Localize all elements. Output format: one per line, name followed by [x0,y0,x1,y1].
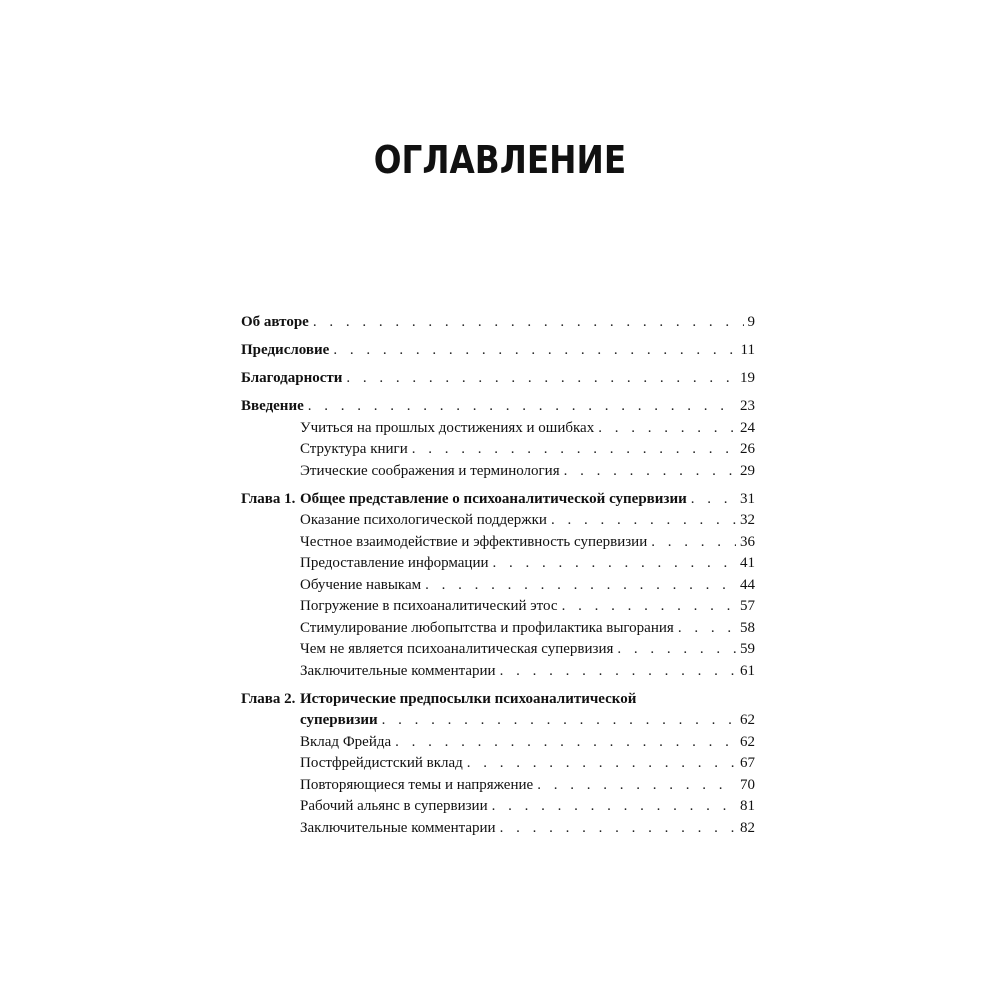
toc-page-number: 70 [740,776,755,793]
dot-leader [551,510,736,532]
toc-entry-label: Рабочий альянс в супервизии [300,798,488,814]
toc-entry-label: Обучение навыкам [300,576,422,593]
toc-chapter-2-continuation[interactable] [241,710,755,732]
dot-leader [467,753,736,775]
dot-leader [651,532,736,554]
toc-subentry[interactable] [241,818,755,840]
dot-leader [425,575,736,597]
toc-entry-label: Постфрейдистский вклад [300,755,463,771]
dot-leader [617,639,736,661]
toc-page-number: 24 [740,419,755,436]
toc-entry-about-author[interactable] [241,312,755,334]
toc-subentry[interactable] [241,618,755,640]
toc-subentry[interactable] [241,461,755,483]
toc-entry-label: Заключительные комментарии [300,662,496,679]
toc-subentry[interactable] [241,510,755,532]
chapter-number: Глава 1. [241,490,296,507]
toc-subentry[interactable] [241,775,755,797]
toc-entry-label: Введение [241,398,304,414]
toc-page-number: 41 [740,555,755,571]
dot-leader [678,618,736,640]
chapter-title: Исторические предпосылки психоаналитической [300,690,637,707]
dot-leader [691,489,736,511]
toc-subentry[interactable] [241,575,755,597]
dot-leader [537,775,736,797]
dot-leader [564,461,736,483]
toc-entry-foreword[interactable] [241,340,755,362]
toc-page-number: 57 [740,598,755,614]
dot-leader [333,340,736,362]
toc-page-number: 67 [740,755,755,771]
dot-leader [382,710,736,732]
toc-page-number: 11 [740,342,755,358]
toc-entry-introduction[interactable] [241,396,755,418]
table-of-contents [241,312,755,839]
toc-entry-label: Честное взаимодействие и эффективность супервизии [300,533,648,550]
dot-leader [313,312,744,334]
toc-subentry[interactable] [241,732,755,754]
dot-leader [500,818,736,840]
toc-subentry[interactable] [241,439,755,461]
toc-page-number: 32 [740,512,755,528]
toc-subentry[interactable] [241,661,755,683]
toc-entry-label: Об авторе [241,314,309,330]
toc-page-number: 82 [740,819,755,836]
toc-page-number: 81 [740,798,755,814]
toc-chapter-1[interactable] [241,489,755,511]
dot-leader [412,439,736,461]
dot-leader [308,396,736,418]
dot-leader [493,553,736,575]
toc-entry-label: Учиться на прошлых достижениях и ошибках [300,419,595,436]
dot-leader [346,368,736,390]
toc-page-number: 31 [740,490,755,507]
toc-entry-label: Структура книги [300,441,408,457]
toc-entry-label: Предисловие [241,342,330,358]
toc-entry-label: Вклад Фрейда [300,733,392,750]
toc-entry-label: Заключительные комментарии [300,819,496,836]
toc-subentry[interactable] [241,639,755,661]
toc-subentry[interactable] [241,796,755,818]
toc-entry-label: Погружение в психоаналитический этос [300,598,558,614]
toc-entry-acknowledgements[interactable] [241,368,755,390]
toc-page-number: 36 [740,533,755,550]
toc-page-number: 44 [740,576,755,593]
toc-entry-label: Стимулирование любопытства и профилактика выгорания [300,619,674,636]
toc-subentry[interactable] [241,596,755,618]
toc-page-number: 62 [740,733,755,750]
toc-entry-label: Чем не является психоаналитическая супервизия [300,641,614,657]
toc-page-number: 62 [740,712,755,728]
page-title: ОГЛАВЛЕНИЕ [373,138,627,182]
dot-leader [562,596,736,618]
toc-entry-label: Благодарности [241,370,343,386]
toc-page-number: 61 [740,662,755,679]
toc-entry-label: Повторяющиеся темы и напряжение [300,776,534,793]
chapter-title: Общее представление о психоаналитической супервизии [300,490,687,507]
toc-chapter-2[interactable] [241,689,755,711]
toc-page-number: 23 [740,398,755,414]
dot-leader [395,732,736,754]
chapter-number: Глава 2. [241,690,296,707]
toc-subentry[interactable] [241,418,755,440]
toc-page-number: 29 [740,462,755,479]
toc-page-number: 9 [747,314,755,330]
toc-entry-label: Оказание психологической поддержки [300,512,547,528]
toc-subentry[interactable] [241,532,755,554]
chapter-title-continued: супервизии [300,712,378,728]
toc-page-number: 26 [740,441,755,457]
toc-entry-label: Предоставление информации [300,555,489,571]
dot-leader [500,661,736,683]
toc-entry-label: Этические соображения и терминология [300,462,560,479]
toc-subentry[interactable] [241,553,755,575]
toc-page-number: 59 [740,641,755,657]
toc-page-number: 58 [740,619,755,636]
toc-subentry[interactable] [241,753,755,775]
toc-page-number: 19 [740,370,755,386]
dot-leader [598,418,736,440]
dot-leader [492,796,736,818]
